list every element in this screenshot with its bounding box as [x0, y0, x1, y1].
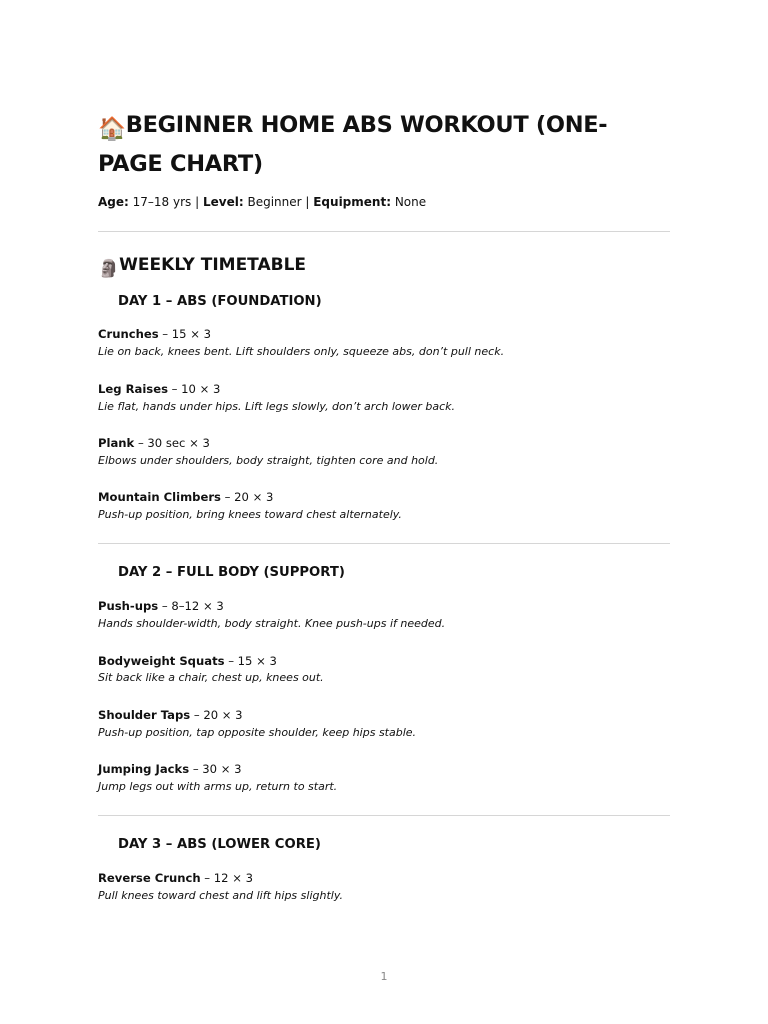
exercise-name: Jumping Jacks	[98, 762, 190, 776]
exercise-reps: – 8–12 × 3	[158, 599, 224, 613]
exercise-note: Lie flat, hands under hips. Lift legs slowly, don’t arch lower back.	[98, 400, 456, 413]
exercise-reps: – 12 × 3	[200, 871, 253, 885]
section-title	[98, 253, 306, 281]
page-number: 1	[380, 970, 388, 983]
level-value: Beginner |	[243, 195, 314, 209]
exercise-name: Bodyweight Squats	[98, 654, 225, 668]
exercise-line	[98, 761, 242, 777]
exercise-line	[98, 598, 224, 614]
exercise-note: Jump legs out with arms up, return to start.	[98, 780, 338, 793]
exercise-reps: – 15 × 3	[158, 327, 212, 341]
exercise-name: Shoulder Taps	[98, 708, 191, 722]
exercise-name: Crunches	[98, 327, 159, 341]
exercise-name: Leg Raises	[98, 382, 168, 396]
section-title-text: WEEKLY TIMETABLE	[119, 255, 307, 275]
equipment-label: Equipment:	[313, 195, 391, 209]
exercise-note: Lie on back, knees bent. Lift shoulders only, squeeze abs, don’t pull neck.	[98, 345, 505, 358]
exercise-line	[98, 653, 277, 669]
page-title	[98, 108, 658, 182]
divider	[98, 543, 670, 544]
equipment-value: None	[391, 195, 427, 209]
age-label: Age:	[98, 195, 129, 209]
exercise-line	[98, 381, 220, 397]
exercise-name: Reverse Crunch	[98, 871, 201, 885]
divider	[98, 815, 670, 816]
house-icon: 🏠	[98, 116, 126, 142]
exercise-name: Plank	[98, 436, 135, 450]
exercise-line	[98, 326, 211, 342]
exercise-line	[98, 435, 210, 451]
exercise-line	[98, 870, 253, 886]
exercise-reps: – 20 × 3	[190, 708, 243, 722]
exercise-note: Hands shoulder-width, body straight. Knee push-ups if needed.	[98, 617, 446, 630]
page-title-text: BEGINNER HOME ABS WORKOUT (ONE-PAGE CHART)	[98, 112, 608, 177]
exercise-name: Push-ups	[98, 599, 159, 613]
exercise-name: Mountain Climbers	[98, 490, 221, 504]
day-title: DAY 1 – ABS (FOUNDATION)	[118, 294, 322, 309]
workout-meta	[98, 194, 426, 210]
exercise-note: Push-up position, tap opposite shoulder, keep hips stable.	[98, 726, 417, 739]
exercise-note: Sit back like a chair, chest up, knees out.	[98, 671, 324, 684]
day-title: DAY 3 – ABS (LOWER CORE)	[118, 837, 321, 852]
exercise-reps: – 10 × 3	[167, 382, 221, 396]
moai-icon: 🗿	[98, 259, 120, 279]
exercise-reps: – 20 × 3	[220, 490, 274, 504]
exercise-note: Pull knees toward chest and lift hips slightly.	[98, 889, 343, 902]
level-label: Level:	[202, 195, 244, 209]
exercise-line	[98, 707, 243, 723]
day-title: DAY 2 – FULL BODY (SUPPORT)	[118, 565, 345, 580]
exercise-reps: – 30 × 3	[189, 762, 242, 776]
exercise-line	[98, 489, 273, 505]
exercise-note: Push-up position, bring knees toward chest alternately.	[98, 508, 402, 521]
age-value: 17–18 yrs |	[128, 195, 203, 209]
exercise-note: Elbows under shoulders, body straight, tighten core and hold.	[98, 454, 439, 467]
exercise-reps: – 15 × 3	[224, 654, 277, 668]
exercise-reps: – 30 sec × 3	[134, 436, 210, 450]
divider	[98, 231, 670, 232]
